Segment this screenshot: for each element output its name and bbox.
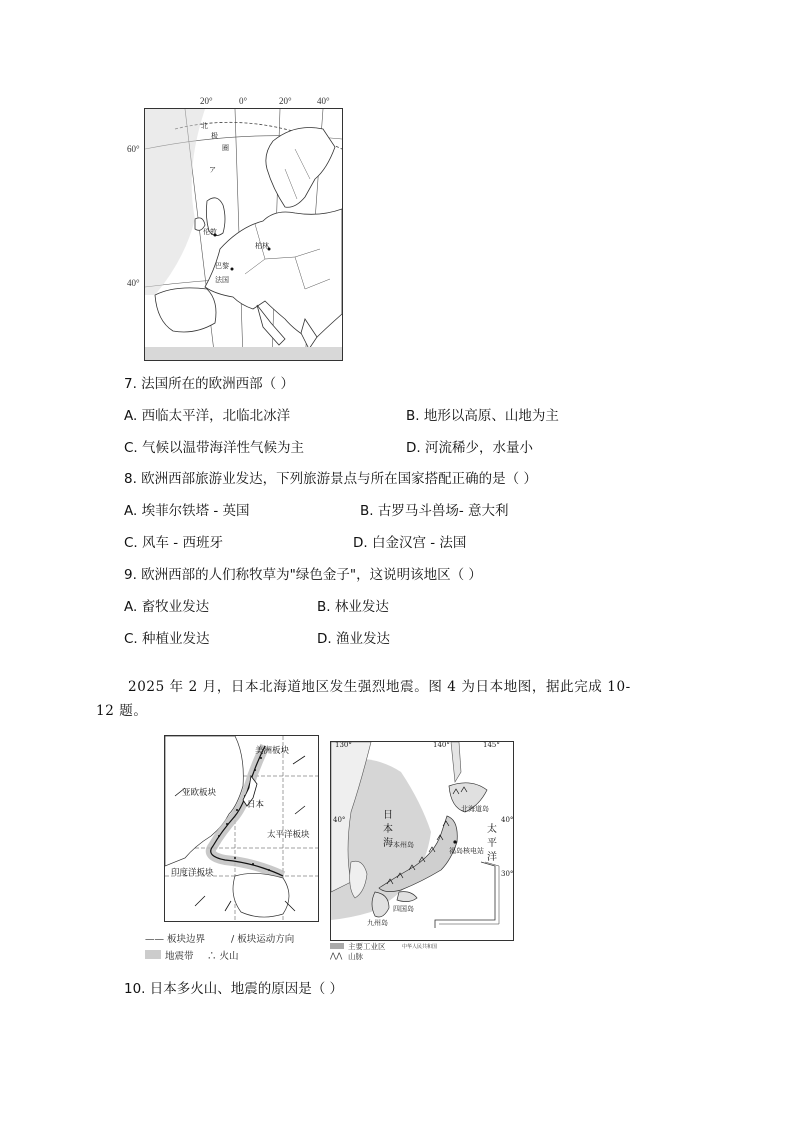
label-hokkaido: 北海道岛 (461, 805, 489, 813)
label-arctic-1: 北 (201, 122, 208, 130)
question-9-option-c: C. 种植业发达 (124, 631, 210, 647)
label-pacific-3: 洋 (487, 852, 497, 863)
label-pacific-2: 平 (487, 838, 497, 849)
plate-map (145, 735, 325, 965)
legend-note: 中华人民共和国 (402, 944, 438, 950)
question-9-option-d: D. 渔业发达 (317, 631, 390, 647)
label-pacific-1: 太 (487, 824, 497, 835)
tick-top-20w: 20° (200, 96, 213, 106)
label-france: 法国 (215, 276, 229, 284)
label-sea: ア (209, 166, 216, 174)
label-kyushu: 九州岛 (367, 919, 388, 927)
question-7-option-a: A. 西临太平洋，北临北冰洋 (124, 408, 291, 424)
legend-motion: / 板块运动方向 (231, 934, 295, 945)
label-sea-of-japan-2: 本 (383, 824, 393, 835)
legend-quake-swatch (145, 950, 161, 959)
question-9-stem: 9. 欧洲西部的人们称牧草为"绿色金子"，这说明该地区（ ） (124, 567, 482, 583)
label-honshu: 本州岛 (393, 841, 414, 849)
question-8-stem: 8. 欧洲西部旅游业发达，下列旅游景点与所在国家搭配正确的是（ ） (124, 471, 537, 487)
question-7-stem: 7. 法国所在的欧洲西部（ ） (124, 376, 294, 392)
japan-map-drawing (331, 742, 513, 940)
tick-top-20e: 20° (279, 96, 292, 106)
tick-top-145: 145° (483, 741, 500, 749)
passage-line-2: 12 题。 (96, 703, 148, 719)
label-sea-of-japan-3: 海 (383, 838, 393, 849)
tick-top-40e: 40° (317, 96, 330, 106)
label-pacific-plate: 太平洋板块 (267, 830, 310, 840)
tick-top-130: 130° (335, 741, 352, 749)
question-8-option-d: D. 白金汉宫 - 法国 (353, 535, 467, 551)
label-eurasian-plate: 亚欧板块 (182, 788, 217, 798)
legend-quake: 地震带 (165, 951, 194, 962)
japan-map-frame (330, 741, 514, 941)
tick-left-40: 40° (333, 816, 346, 824)
tick-right-30: 30° (501, 870, 514, 878)
legend-industry-swatch (330, 943, 344, 949)
plate-map-frame (164, 735, 319, 922)
label-shikoku: 四国岛 (393, 905, 414, 913)
japan-map (328, 738, 514, 960)
question-9-option-a: A. 畜牧业发达 (124, 599, 210, 615)
label-japan: 日本 (247, 800, 265, 810)
label-arctic-3: 圈 (222, 144, 229, 152)
question-7-option-d: D. 河流稀少，水量小 (406, 440, 533, 456)
label-london: 伦敦 (203, 228, 217, 236)
mountain-icon: ⋀⋀ (330, 951, 343, 960)
question-9-option-b: B. 林业发达 (317, 599, 389, 615)
question-8-option-c: C. 风车 - 西班牙 (124, 535, 223, 551)
legend-industry: 主要工业区 (348, 942, 386, 951)
question-10-stem: 10. 日本多火山、地震的原因是（ ） (124, 981, 344, 997)
label-american-plate: 美洲板块 (255, 746, 290, 756)
tick-right-40: 40° (501, 816, 514, 824)
tick-left-40: 40° (127, 278, 140, 288)
question-8-option-a: A. 埃菲尔铁塔 - 英国 (124, 503, 250, 519)
label-fukushima: 福岛核电站 (449, 847, 484, 855)
europe-map-frame (144, 108, 343, 361)
label-berlin: 柏林 (255, 242, 269, 250)
europe-map (127, 92, 347, 362)
label-arctic-2: 极 (211, 132, 218, 140)
label-indian-plate: 印度洋板块 (171, 868, 214, 878)
tick-left-60: 60° (127, 144, 140, 154)
passage-line-1: 2025 年 2 月，日本北海道地区发生强烈地震。图 4 为日本地图，据此完成 10- (128, 679, 631, 695)
question-7-option-c: C. 气候以温带海洋性气候为主 (124, 440, 305, 456)
legend-boundary: —— 板块边界 (145, 934, 206, 945)
label-paris: 巴黎 (215, 262, 229, 270)
question-8-option-b: B. 古罗马斗兽场- 意大利 (360, 503, 509, 519)
tick-top-140: 140° (433, 741, 450, 749)
legend-volcano: ∴ 火山 (207, 951, 239, 962)
question-7-option-b: B. 地形以高原、山地为主 (406, 408, 559, 424)
label-sea-of-japan-1: 日 (383, 810, 393, 821)
tick-top-0: 0° (239, 96, 248, 106)
legend-mountain: 山脉 (348, 952, 363, 961)
europe-map-drawing (145, 109, 342, 360)
